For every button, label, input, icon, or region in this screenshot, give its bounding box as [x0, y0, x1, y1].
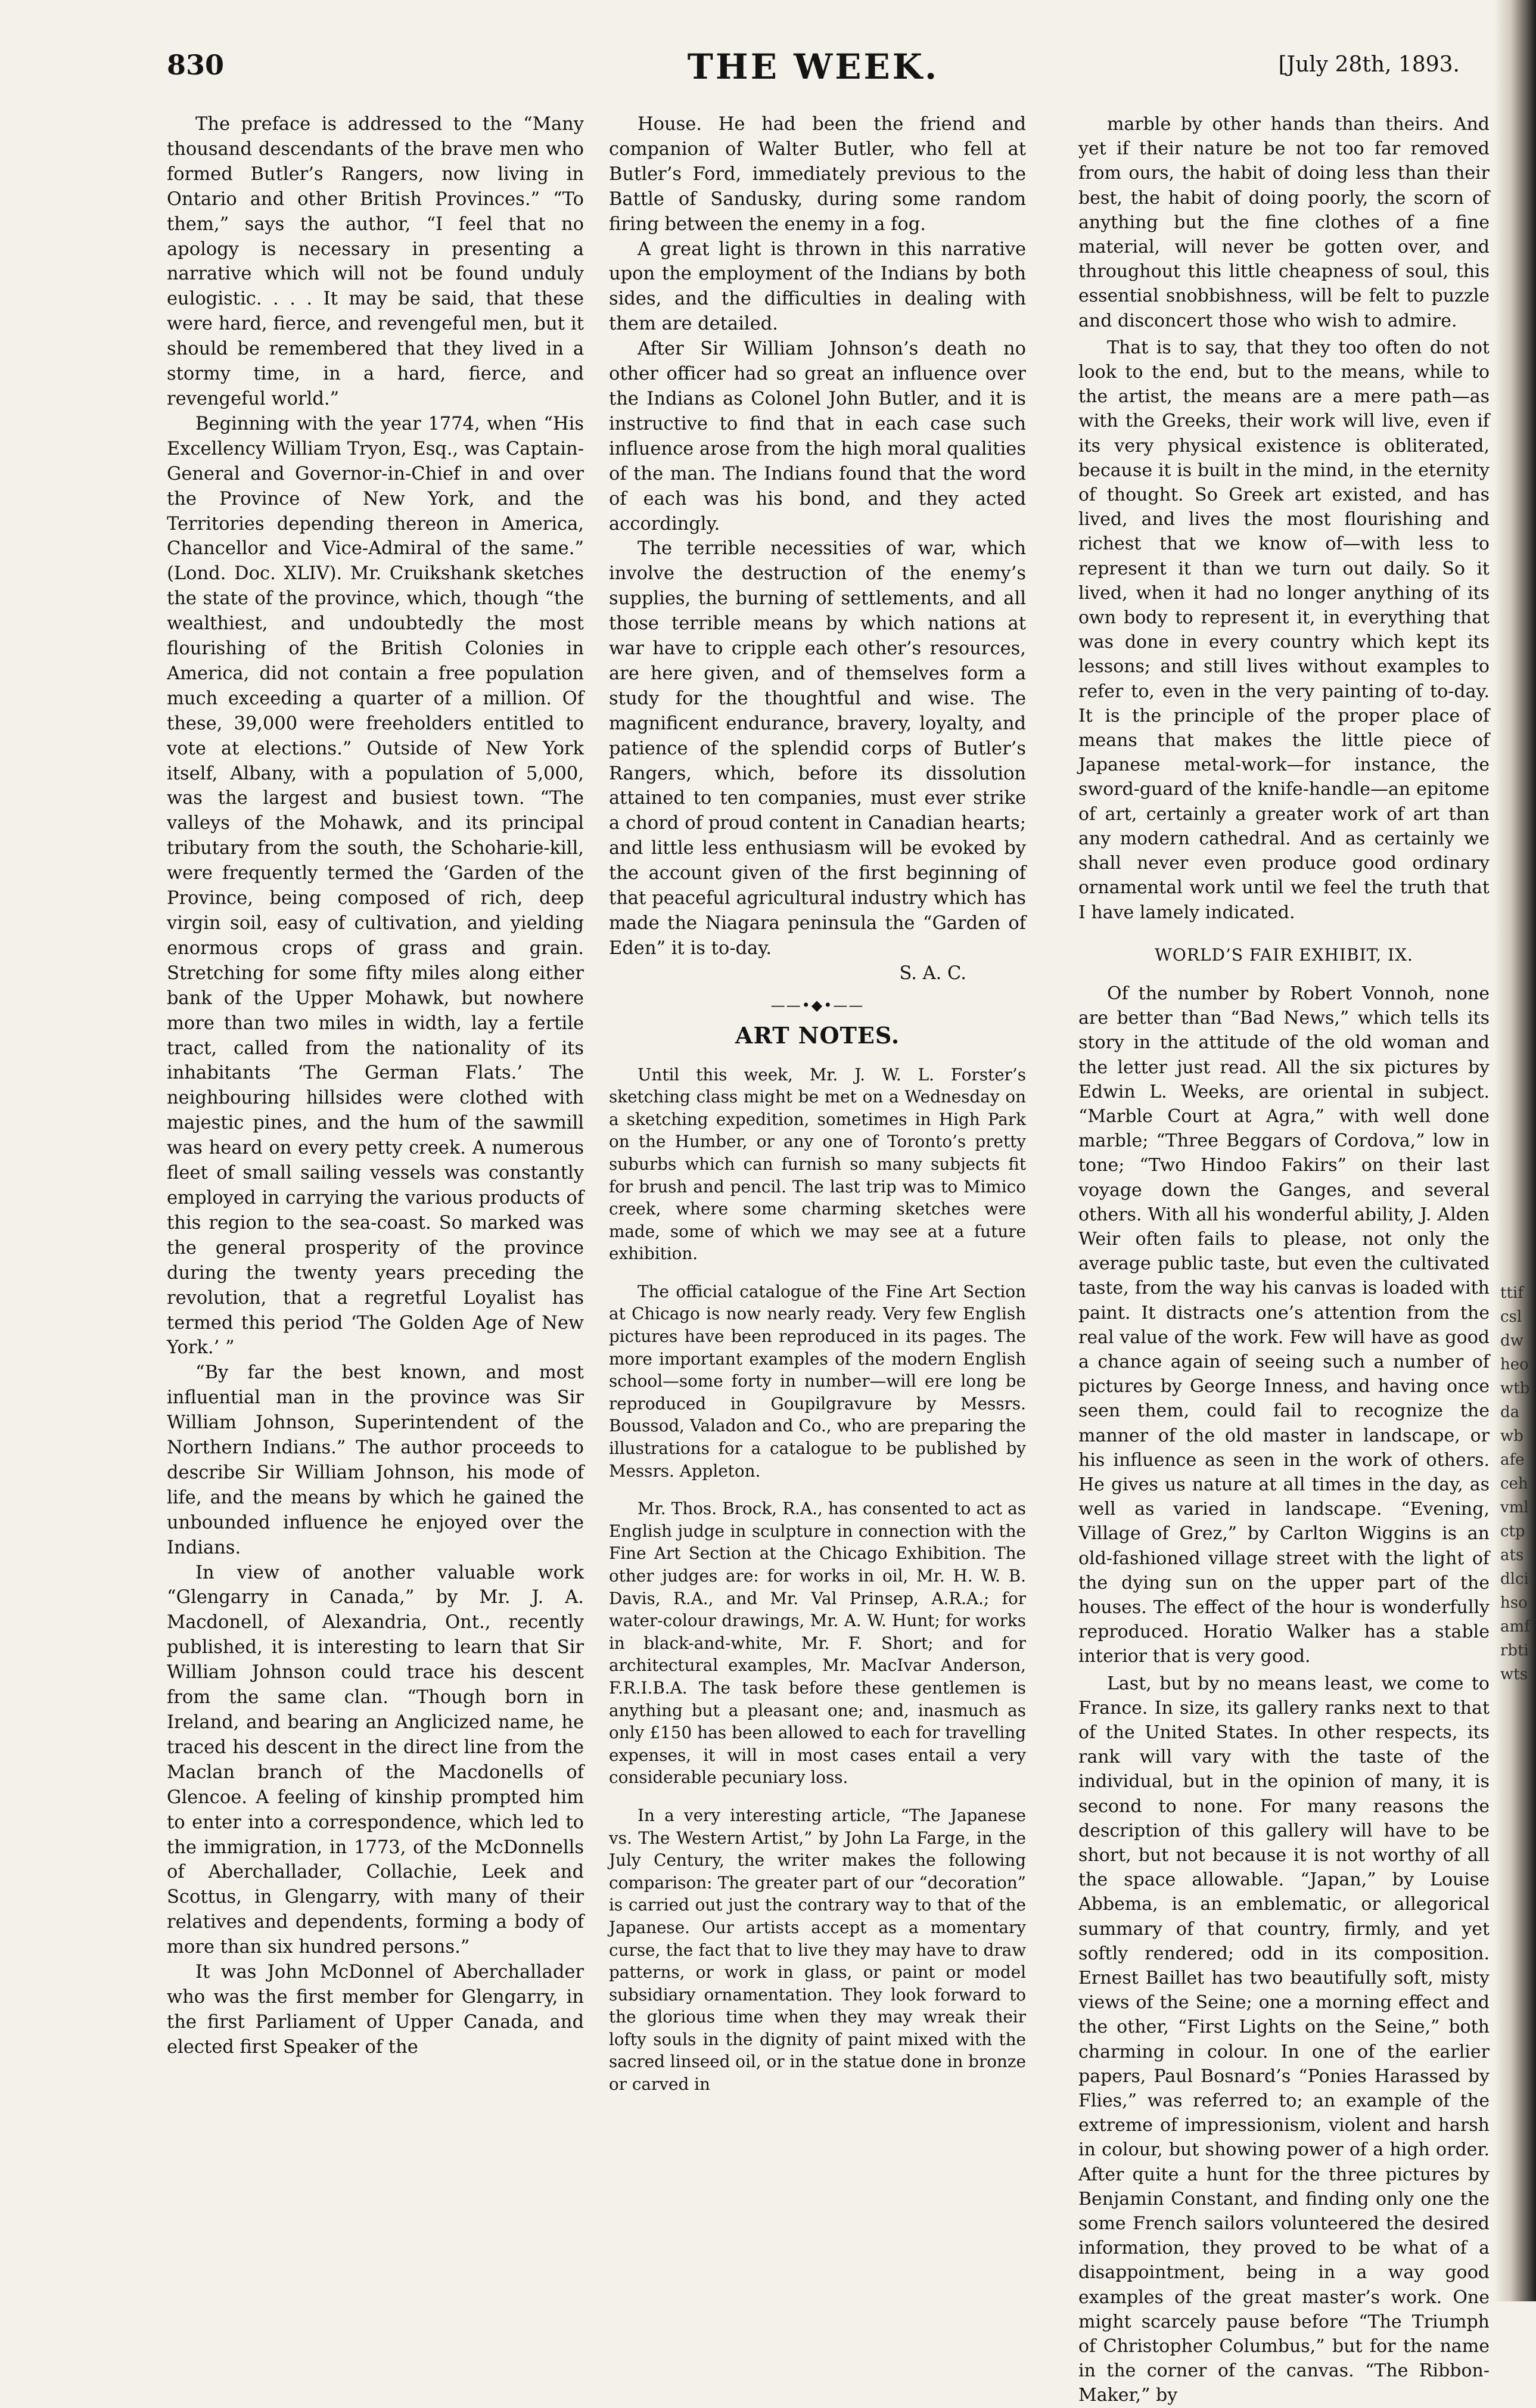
paragraph: The terrible necessities of war, which involve the destruction of the enemy’s supplies, the burning of settlements, and all those terrible means by which nations at war have to cripple each other’s resources, are here given, and of themselves form a study for the thoughtful and wise. The magnificent endurance, bravery, loyalty, and patience of the splendid corps of Butler’s Rangers, which, before its dissolution attained to ten companies, must ever strike a chord of proud content in Canadian hearts; and little less enthusiasm will be evoked by the account given of the first beginning of that peaceful agricultural industry which has made the Niagara peninsula the “Garden of Eden” it is to-day. [609, 538, 1026, 959]
paragraph: A great light is thrown in this narrative upon the employment of the Indians by both sides, and the difficulties in dealing with them are detailed. [609, 238, 1026, 335]
worlds-fair-heading: WORLD’S FAIR EXHIBIT, IX. [1155, 944, 1413, 965]
paragraph: The official catalogue of the Fine Art Section at Chicago is now nearly ready. Very few English pictures have been reproduced in its pages. The more important examples of the modern English school—some forty in number—will ere long be reproduced in Goupilgravure by Messrs. Boussod, Valadon and Co., who are preparing the illustrations for a catalogue to be published by Messrs. Appleton. [609, 1281, 1026, 1481]
column-2 [609, 112, 1026, 2269]
art-notes-heading: ART NOTES. [735, 1021, 900, 1049]
column-3 [1078, 112, 1490, 2406]
paragraph: After Sir William Johnson’s death no other officer had so great an influence over the Indians as Colonel John Butler, and it is instructive to find that in each case such influence arose from the high moral qualities of the man. The Indians found that the word of each was his bond, and they acted accordingly. [609, 338, 1026, 535]
paragraph: It was John McDonnel of Aberchallader who was the first member for Glengarry, in the first Parliament of Upper Canada, and elected first Speaker of the [167, 1962, 584, 2058]
paragraph: marble by other hands than theirs. And yet if their nature be not too far removed from ours, the habit of doing less than their best, the habit of doing poorly, the scorn of anything but the fine clothes of a fine material, will never be gotten over, and throughout this little cheapness of soul, this essential snobbishness, will be felt to puzzle and disconcert those who wish to admire. [1078, 114, 1490, 331]
paragraph: The preface is addressed to the “Many thousand descendants of the brave men who formed Butler’s Rangers, now living in Ontario and other British Provinces.” “To them,” says the author, “I feel that no apology is necessary in presenting a narrative which will not be found unduly eulogistic. . . . It may be said, that these were hard, fierce, and revengeful men, but it should be remembered that they lived in a stormy time, in a hard, fierce, and revengeful world.” [167, 114, 584, 409]
paragraph: House. He had been the friend and companion of Walter Butler, who fell at Butler’s Ford, immediately previous to the Battle of Sandusky, during some random firing between the enemy in a fog. [609, 114, 1026, 235]
adjacent-page-text: ttifcsldwheowtbdawbafecehvmlctpatsdlcihsoamfrbtiwts [1500, 1284, 1530, 1683]
paragraph: Mr. Thos. Brock, R.A., has consented to act as English judge in sculpture in connection with the Fine Art Section at the Chicago Exhibition. The other judges are: for works in oil, Mr. H. W. B. Davis, R.A., and Mr. Val Prinsep, A.R.A.; for water-colour drawings, Mr. A. W. Hunt; for works in black-and-white, Mr. F. Short; and for architectural examples, Mr. MacIvar Anderson, F.R.I.B.A. The task before these gentlemen is anything but a pleasant one; and, inasmuch as only £150 has been allowed to each for travelling expenses, it will in most cases entail a very considerable pecuniary loss. [609, 1499, 1026, 1788]
column-1 [167, 112, 584, 2269]
paragraph: Until this week, Mr. J. W. L. Forster’s sketching class might be met on a Wednesday on a sketching expedition, sometimes in High Park on the Humber, or any one of Toronto’s pretty suburbs which can furnish so many subjects fit for brush and pencil. The last trip was to Mimico creek, where some charming sketches were made, some of which we may see at a future exhibition. [609, 1064, 1026, 1264]
paragraph: Beginning with the year 1774, when “His Excellency William Tryon, Esq., was Captain-General and Governor-in-Chief in and over the Province of New York, and the Territories depending thereon in America, Chancellor and Vice-Admiral of the same.” (Lond. Doc. XLIV). Mr. Cruikshank sketches the state of the province, which, though “the wealthiest, and undoubtedly the most flourishing of the British Colonies in America, did not contain a free population much exceeding a quarter of a million. Of these, 39,000 were freeholders entitled to vote at elections.” Outside of New York itself, Albany, with a population of 5,000, was the largest and busiest town. “The valleys of the Mohawk, and its principal tributary from the south, the Schoharie-kill, were frequently termed the ‘Garden of the Province, being composed of rich, deep virgin soil, easy of cultivation, and yielding enormous crops of grass and grain. Stretching for some fifty miles along either bank of the Upper Mohawk, but nowhere more than two miles in width, lay a fertile tract, called from the nationality of its inhabitants ‘The German Flats.’ The neighbouring hillsides were clothed with majestic pines, and the hum of the sawmill was heard on every petty creek. A numerous fleet of small sailing vessels was constantly employed in carrying the various products of this region to the sea-coast. So marked was the general prosperity of the province during the twenty years preceding the revolution, that a regretful Loyalist has termed this period ‘The Golden Age of New York.’ ” [167, 413, 584, 1359]
paragraph: That is to say, that they too often do not look to the end, but to the means, while to the artist, the means are a mere path—as with the Greeks, their work will live, even if its very physical existence is obliterated, because it is built in the mind, in the eternity of thought. So Greek art existed, and has lived, and lives the most flourishing and richest that we know of—with less to represent it than we turn out daily. So it lived, when it had no longer anything of its own body to represent it, in everything that was done in every country which kept its lessons; and still lives without examples to refer to, even in the very painting of to-day. It is the principle of the proper place of means that makes the little piece of Japanese metal-work—for instance, the sword-guard of the knife-handle—an epitome of art, certainly a greater work of art than any modern cathedral. And as certainly we shall never even produce good ordinary ornamental work until we feel the truth that I have lamely indicated. [1078, 337, 1490, 923]
section-separator: ——•◆•—— [770, 996, 865, 1014]
masthead-title: THE WEEK. [687, 46, 940, 87]
issue-date: [July 28th, 1893. [1278, 52, 1460, 77]
paragraph: Last, but by no means least, we come to France. In size, its gallery ranks next to that of the United States. In other respects, its rank will vary with the taste of the individual, but in the opinion of many, it is second to none. For many reasons the description of this gallery will have to be short, but not because it is not worthy of all the space allowable. “Japan,” by Louise Abbema, is an emblematic, or allegorical summary of that country, firmly, and yet softly rendered; odd in its composition. Ernest Baillet has two beautifully soft, misty views of the Seine; one a morning effect and the other, “First Lights on the Seine,” both charming in colour. In one of the earlier papers, Paul Bosnard’s “Ponies Harassed by Flies,” was referred to; an example of the extreme of impressionism, violent and harsh in colour, but showing power of a high order. After quite a hunt for the three pictures by Benjamin Constant, and finding only one the some French sailors volunteered the desired information, they proved to be what of a disappointment, being in a way good examples of the great master’s work. One might scarcely pause before “The Triumph of Christopher Columbus,” but for the name in the corner of the canvas. “The Ribbon-Maker,” by [1078, 1673, 1490, 2406]
paragraph: “By far the best known, and most influential man in the province was Sir William Johnson, Superintendent of the Northern Indians.” The author proceeds to describe Sir William Johnson, his mode of life, and the means by which he gained the unbounded influence he enjoyed over the Indians. [167, 1362, 584, 1558]
page-header [167, 46, 1460, 100]
paragraph: Of the number by Robert Vonnoh, none are better than “Bad News,” which tells its story in the attitude of the old woman and the letter just read. All the six pictures by Edwin L. Weeks, are oriental in subject. “Marble Court at Agra,” with well done marble; “Three Beggars of Cordova,” low in tone; “Two Hindoo Fakirs” on their last voyage down the Ganges, and several others. With all his wonderful ability, J. Alden Weir often fails to please, not only the average public taste, but even the cultivated taste, from the way his canvas is loaded with paint. It distracts one’s attention from the real value of the work. Few will have as good a chance again of seeing such a number of pictures by George Inness, and having once seen them, could fail to recognize the manner of the old master in landscape, or his influence as seen in the work of others. He gives us nature at all times in the day, as well as varied in landscape. “Evening, Village of Grez,” by Carlton Wiggins is an old-fashioned village street with the light of the dying sun on the upper part of the houses. The effect of the hour is wonderfully reproduced. Horatio Walker has a stable interior that is very good. [1078, 983, 1490, 1667]
page-number: 830 [167, 49, 225, 81]
paragraph: In a very interesting article, “The Japanese vs. The Western Artist,” by John La Farge, in the July Century, the writer makes the following comparison: The greater part of our “decoration” is carried out just the contrary way to that of the Japanese. Our artists accept as a momentary curse, the fact that to live they may have to draw patterns, or work in glass, or paint or model subsidiary ornamentation. They look forward to the glorious time when they may wreak their lofty souls in the dignity of paint mixed with the sacred linseed oil, or in the statue done in bronze or carved in [609, 1805, 1026, 2095]
author-signature: S. A. C. [899, 962, 966, 984]
paragraph: In view of another valuable work “Glengarry in Canada,” by Mr. J. A. Macdonell, of Alexandria, Ont., recently published, it is interesting to learn that Sir William Johnson could trace his descent from the same clan. “Though born in Ireland, and bearing an Anglicized name, he traced his descent in the direct line from the Maclan branch of the Macdonells of Glencoe. A feeling of kinship prompted him to enter into a correspondence, which led to the immigration, in 1773, of the McDonnells of Aberchallader, Collachie, Leek and Scottus, in Glengarry, with many of their relatives and dependents, forming a body of more than six hundred persons.” [167, 1562, 584, 1958]
page-fold-shadow [1494, 0, 1536, 2301]
